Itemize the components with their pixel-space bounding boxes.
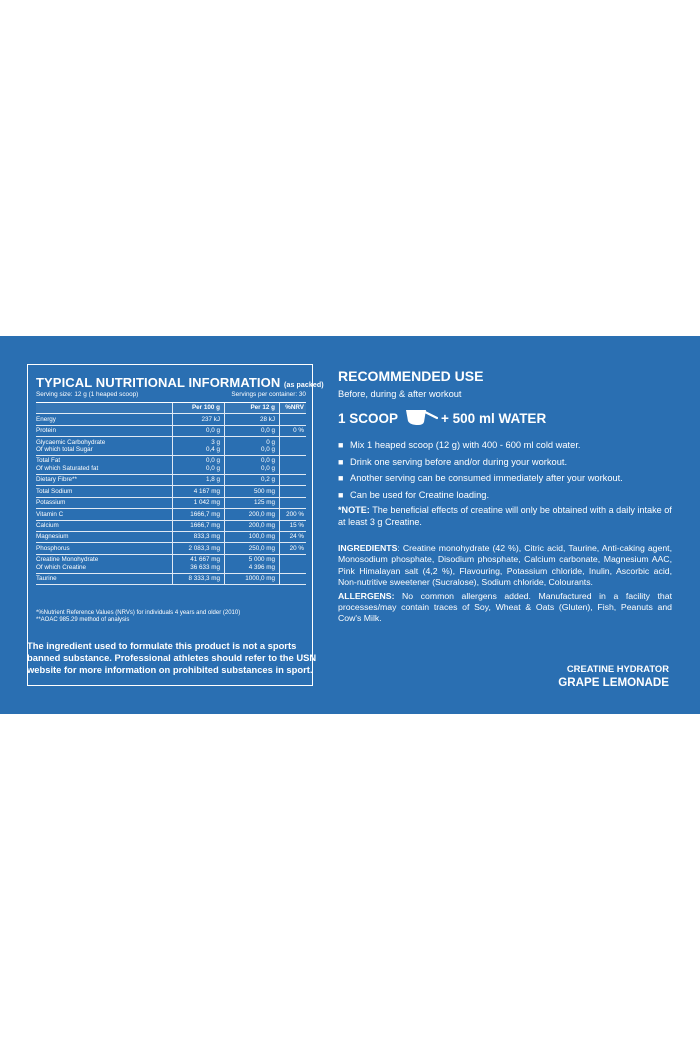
- nutrient-per-12g: 0,0 g 0,0 g: [224, 456, 279, 474]
- nutrient-nrv: [279, 437, 306, 455]
- nutrition-row: [36, 498, 306, 509]
- nutrient-per-100g: 1 042 mg: [172, 498, 224, 508]
- nutrition-row: [36, 532, 306, 543]
- nutrient-per-12g: 5 000 mg 4 396 mg: [224, 555, 279, 573]
- nutrient-name: Total Fat Of which Saturated fat: [36, 457, 99, 473]
- nutrient-per-100g: 0,0 g 0,0 g: [172, 456, 224, 474]
- nutrient-per-12g: 0,0 g: [224, 426, 279, 436]
- nutrient-nrv: [279, 414, 306, 424]
- nutrient-nrv: [279, 574, 306, 584]
- creatine-note: [338, 505, 672, 528]
- nutrient-per-12g: 250,0 mg: [224, 543, 279, 553]
- bullet-icon: ■: [338, 456, 344, 467]
- serving-size: Serving size: 12 g (1 heaped scoop): [36, 391, 139, 398]
- nutrition-row: [36, 486, 306, 497]
- nutrient-nrv: [279, 555, 306, 573]
- nutrition-row: [36, 509, 306, 520]
- recommended-subtitle: Before, during & after workout: [338, 389, 462, 399]
- product-line-1: CREATINE HYDRATOR: [566, 663, 669, 674]
- nutrient-nrv: 200 %: [279, 509, 306, 519]
- allergens: [338, 591, 672, 625]
- nutrition-title: [36, 375, 324, 390]
- nutrient-per-100g: 2 083,3 mg: [172, 543, 224, 553]
- nutrient-nrv: 15 %: [279, 521, 306, 531]
- nutrition-row: [36, 521, 306, 532]
- nutrient-per-100g: 1666,7 mg: [172, 509, 224, 519]
- nutrient-per-12g: 28 kJ: [224, 414, 279, 424]
- nutrient-name: Total Sodium: [36, 487, 73, 495]
- nutrient-name: Magnesium: [36, 533, 69, 541]
- nutrition-row: [36, 475, 306, 486]
- recommended-use: [338, 368, 672, 625]
- serving-info: [36, 391, 306, 398]
- nutrient-per-100g: 0,0 g: [172, 426, 224, 436]
- nutrient-per-100g: 8 333,3 mg: [172, 574, 224, 584]
- nutrient-per-12g: 0,2 g: [224, 475, 279, 485]
- product-name: [558, 663, 669, 689]
- nutrient-per-12g: 125 mg: [224, 498, 279, 508]
- usage-step: [338, 456, 672, 468]
- nutrition-grid: [36, 402, 306, 585]
- ingredients: [338, 543, 672, 589]
- nutrient-per-12g: 500 mg: [224, 486, 279, 496]
- nutrient-name: Phosphorus: [36, 544, 70, 552]
- nutrient-per-100g: 237 kJ: [172, 414, 224, 424]
- water-label: + 500 ml WATER: [441, 411, 547, 426]
- nutrient-name: Creatine Monohydrate Of which Creatine: [36, 556, 99, 571]
- scoop-label: 1 SCOOP: [338, 411, 399, 426]
- servings-per-container: Servings per container: 30: [231, 391, 306, 398]
- nutrient-per-100g: 41 667 mg 36 633 mg: [172, 555, 224, 573]
- nutrition-row: [36, 414, 306, 425]
- nutrient-per-12g: 0 g 0,0 g: [224, 437, 279, 455]
- nutrient-name: Taurine: [36, 575, 57, 583]
- usage-step-text: Can be used for Creatine loading.: [350, 489, 490, 500]
- usage-step: [338, 472, 672, 484]
- nutrition-row: [36, 543, 306, 554]
- nutrient-per-12g: 200,0 mg: [224, 521, 279, 531]
- nutrient-nrv: 0 %: [279, 426, 306, 436]
- usage-step-text: Another serving can be consumed immediately after your workout.: [350, 473, 623, 483]
- nutrition-row: [36, 426, 306, 437]
- usage-step-text: Mix 1 heaped scoop (12 g) with 400 - 600 ml cold water.: [350, 440, 581, 450]
- allergens-text: No common allergens added. Manufactured in a facility that processes/may contain traces of Soy, Wheat & Oats (Gluten), Fish, Peanuts and Cow's Milk.: [338, 590, 672, 624]
- footnote-aoac: **AOAC 985.29 method of analysis: [36, 617, 130, 623]
- nutrient-name: Protein: [36, 427, 56, 435]
- nutrition-table-box: [27, 364, 324, 686]
- product-line-2: GRAPE LEMONADE: [558, 676, 669, 689]
- nutrient-name: Glycaemic Carbohydrate Of which total Sugar: [36, 438, 106, 454]
- nutrient-per-100g: 1,8 g: [172, 475, 224, 485]
- column-header-per100: Per 100 g: [172, 403, 224, 413]
- nutrition-header-row: [36, 403, 306, 414]
- ingredients-text: : Creatine monohydrate (42 %), Citric acid, Taurine, Anti-caking agent, Monosodium phosphate, Disodium phosphate, Calcium carbonate, Magnesium AAC, Pink Himalayan salt (4,2 %), Flavouring, Potassium chloride, Inulin, Ascorbic acid, Non-nutritive sweetener (Sucralose), Sodium chloride, Colourants.: [338, 543, 672, 588]
- allergens-label: ALLERGENS:: [338, 590, 395, 601]
- nutrient-name: Vitamin C: [36, 510, 64, 518]
- usage-step-text: Drink one serving before and/or during your workout.: [350, 456, 568, 467]
- nutrition-row: [36, 555, 306, 574]
- nutrient-nrv: [279, 498, 306, 508]
- nutrition-footnotes: [36, 610, 308, 624]
- bullet-icon: ■: [338, 489, 344, 500]
- bullet-icon: ■: [338, 473, 344, 483]
- nutrient-nrv: 20 %: [279, 543, 306, 553]
- recommended-title: RECOMMENDED USE: [338, 368, 484, 384]
- dosage-line: [338, 408, 672, 429]
- usage-step: [338, 489, 672, 501]
- nutrient-name: Calcium: [36, 521, 59, 529]
- note-text: The beneficial effects of creatine will only be obtained with a daily intake of at least 3 g Creatine.: [338, 505, 672, 527]
- nutrient-nrv: 24 %: [279, 532, 306, 542]
- nutrient-name: Energy: [36, 415, 56, 423]
- nutrient-per-12g: 200,0 mg: [224, 509, 279, 519]
- nutrient-per-100g: 4 167 mg: [172, 486, 224, 496]
- column-header-nrv: %NRV: [279, 403, 306, 413]
- nutrient-per-12g: 1000,0 mg: [224, 574, 279, 584]
- nutrient-name: Dietary Fibre**: [36, 476, 77, 484]
- nutrient-nrv: [279, 486, 306, 496]
- banned-substance-statement: The ingredient used to formulate this product is not a sports banned substance. Professional athletes should refer to the USN website for more information on prohibited substances in sport.: [27, 640, 317, 676]
- nutrient-per-100g: 833,3 mg: [172, 532, 224, 542]
- note-label: *NOTE:: [338, 505, 370, 515]
- nutrient-nrv: [279, 475, 306, 485]
- nutrition-title-sub: (as packed): [284, 382, 324, 389]
- usage-step: [338, 439, 672, 451]
- usage-steps: [338, 439, 672, 501]
- column-header-per12: Per 12 g: [224, 403, 279, 413]
- nutrient-nrv: [279, 456, 306, 474]
- nutrition-title-text: TYPICAL NUTRITIONAL INFORMATION: [36, 375, 281, 390]
- nutrition-row: [36, 437, 306, 456]
- nutrient-per-100g: 3 g 0,4 g: [172, 437, 224, 455]
- bullet-icon: ■: [338, 440, 344, 450]
- scoop-icon: [404, 408, 438, 429]
- footnote-nrv: *%Nutrient Reference Values (NRVs) for individuals 4 years and older (2010): [36, 610, 241, 616]
- nutrient-name: Potassium: [36, 499, 66, 507]
- nutrient-per-100g: 1666,7 mg: [172, 521, 224, 531]
- nutrition-row: [36, 574, 306, 585]
- column-header-nutrient: [36, 403, 172, 413]
- nutrient-per-12g: 100,0 mg: [224, 532, 279, 542]
- ingredients-label: INGREDIENTS: [338, 543, 398, 553]
- nutrition-row: [36, 456, 306, 475]
